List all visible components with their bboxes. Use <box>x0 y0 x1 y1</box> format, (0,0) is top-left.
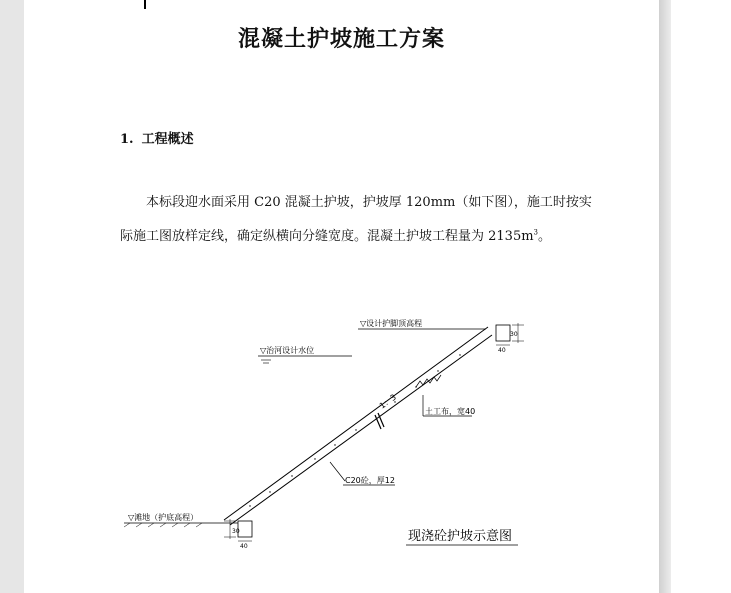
toe-elevation-label: ▽滩地（护底高程） <box>128 513 199 522</box>
page-shadow <box>659 0 671 593</box>
top-footing <box>496 325 510 341</box>
left-dim-text: 30 <box>232 528 240 535</box>
section-title: 工程概述 <box>141 132 194 147</box>
paragraph-line-2 <box>120 229 570 245</box>
concrete-label: C20砼，厚12 <box>345 476 395 485</box>
ground-hatch <box>124 523 202 527</box>
bottom-dim-text: 40 <box>240 543 248 550</box>
concrete-leader <box>330 462 345 481</box>
document-page <box>24 0 659 593</box>
section-heading <box>120 128 194 147</box>
crest-elevation-label: ▽设计护脚顶高程 <box>360 319 423 328</box>
geotextile-label: 土工布，宽40 <box>425 407 476 416</box>
paragraph-line-2-text: 际施工图放样定线，确定纵横向分缝宽度。混凝土护坡工程量为 2135m <box>120 229 534 244</box>
viewer-gutter <box>671 0 731 593</box>
superscript-3: 3 <box>533 228 539 237</box>
right-dim-text: 30 <box>510 331 518 338</box>
section-number: 1. <box>120 132 134 147</box>
bottom-footing <box>238 521 252 537</box>
paragraph-line-1: 本标段迎水面采用 C20 混凝土护坡，护坡厚 120mm（如下图），施工时按实 <box>146 195 592 210</box>
text-cursor <box>144 0 146 9</box>
page-title: 混凝土护坡施工方案 <box>237 26 445 52</box>
top-dim-text: 40 <box>498 347 506 354</box>
slope-lower-edge <box>230 335 492 525</box>
slope-ratio-label: 1：3 <box>377 392 398 411</box>
diagram-caption: 现浇砼护坡示意图 <box>408 529 513 544</box>
water-level-label: ▽治河设计水位 <box>260 346 315 355</box>
paragraph-line-2-end: 。 <box>538 229 552 244</box>
slope-protection-diagram <box>120 305 540 555</box>
